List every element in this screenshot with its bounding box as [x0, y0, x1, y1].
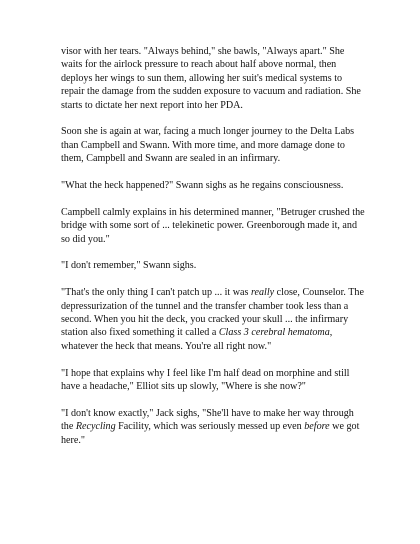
- text-run: "I hope that explains why I feel like I'm half dead on morphine and still have a headache," Elliot sits up slowly, "Where is she now?": [61, 367, 350, 393]
- text-run: "What the heck happened?" Swann sighs as he regains consciousness.: [61, 180, 344, 192]
- text-run: Campbell calmly explains in his determined manner, "Betruger crushed the bridge with some sort of ... telekinetic power. Greenborough made it, and so did you.": [61, 206, 365, 245]
- paragraph-1: [61, 45, 366, 112]
- text-run: , whatever the heck that means. You're all right now.": [61, 327, 333, 352]
- text-body: [61, 45, 366, 447]
- text-run: "I don't know exactly," Jack sighs, "She'll have to make her way through the: [61, 407, 354, 433]
- paragraph-2: [61, 125, 366, 165]
- text-run: Facility, which was seriously messed up even: [115, 421, 305, 433]
- text-run: "That's the only thing I can't patch up ... it was: [61, 287, 251, 299]
- italic-text-run: Class 3 cerebral hematoma: [218, 327, 330, 339]
- paragraph-6: [61, 286, 366, 353]
- paragraph-5: [61, 259, 366, 272]
- text-run: "I don't remember," Swann sighs.: [61, 260, 197, 272]
- paragraph-8: [61, 407, 366, 447]
- paragraph-7: [61, 367, 366, 394]
- italic-text-run: Recycling: [75, 421, 116, 433]
- text-run: Soon she is again at war, facing a much longer journey to the Delta Labs than Campbell and Swann. With more time, and more damage done to them, Campbell and Swann are sealed in an infirmary.: [61, 126, 355, 165]
- text-run: close, Counselor. The depressurization of the tunnel and the transfer chamber took less than a second. When you hit the deck, you cracked your skull ... the infirmary station also fixed something it called a: [61, 287, 364, 339]
- paragraph-3: [61, 179, 366, 192]
- paragraph-4: [61, 206, 366, 246]
- italic-text-run: before: [304, 421, 330, 433]
- italic-text-run: really: [250, 287, 275, 299]
- text-run: we got here.": [61, 421, 360, 446]
- text-run: visor with her tears. "Always behind," she bawls, "Always apart." She waits for the airlock pressure to reach about half above normal, then deploys her wings to sun them, allowing her suit's medical systems to repair the damage from the sudden exposure to vacuum and radiation. She starts to dictate her next report into her PDA.: [61, 46, 361, 111]
